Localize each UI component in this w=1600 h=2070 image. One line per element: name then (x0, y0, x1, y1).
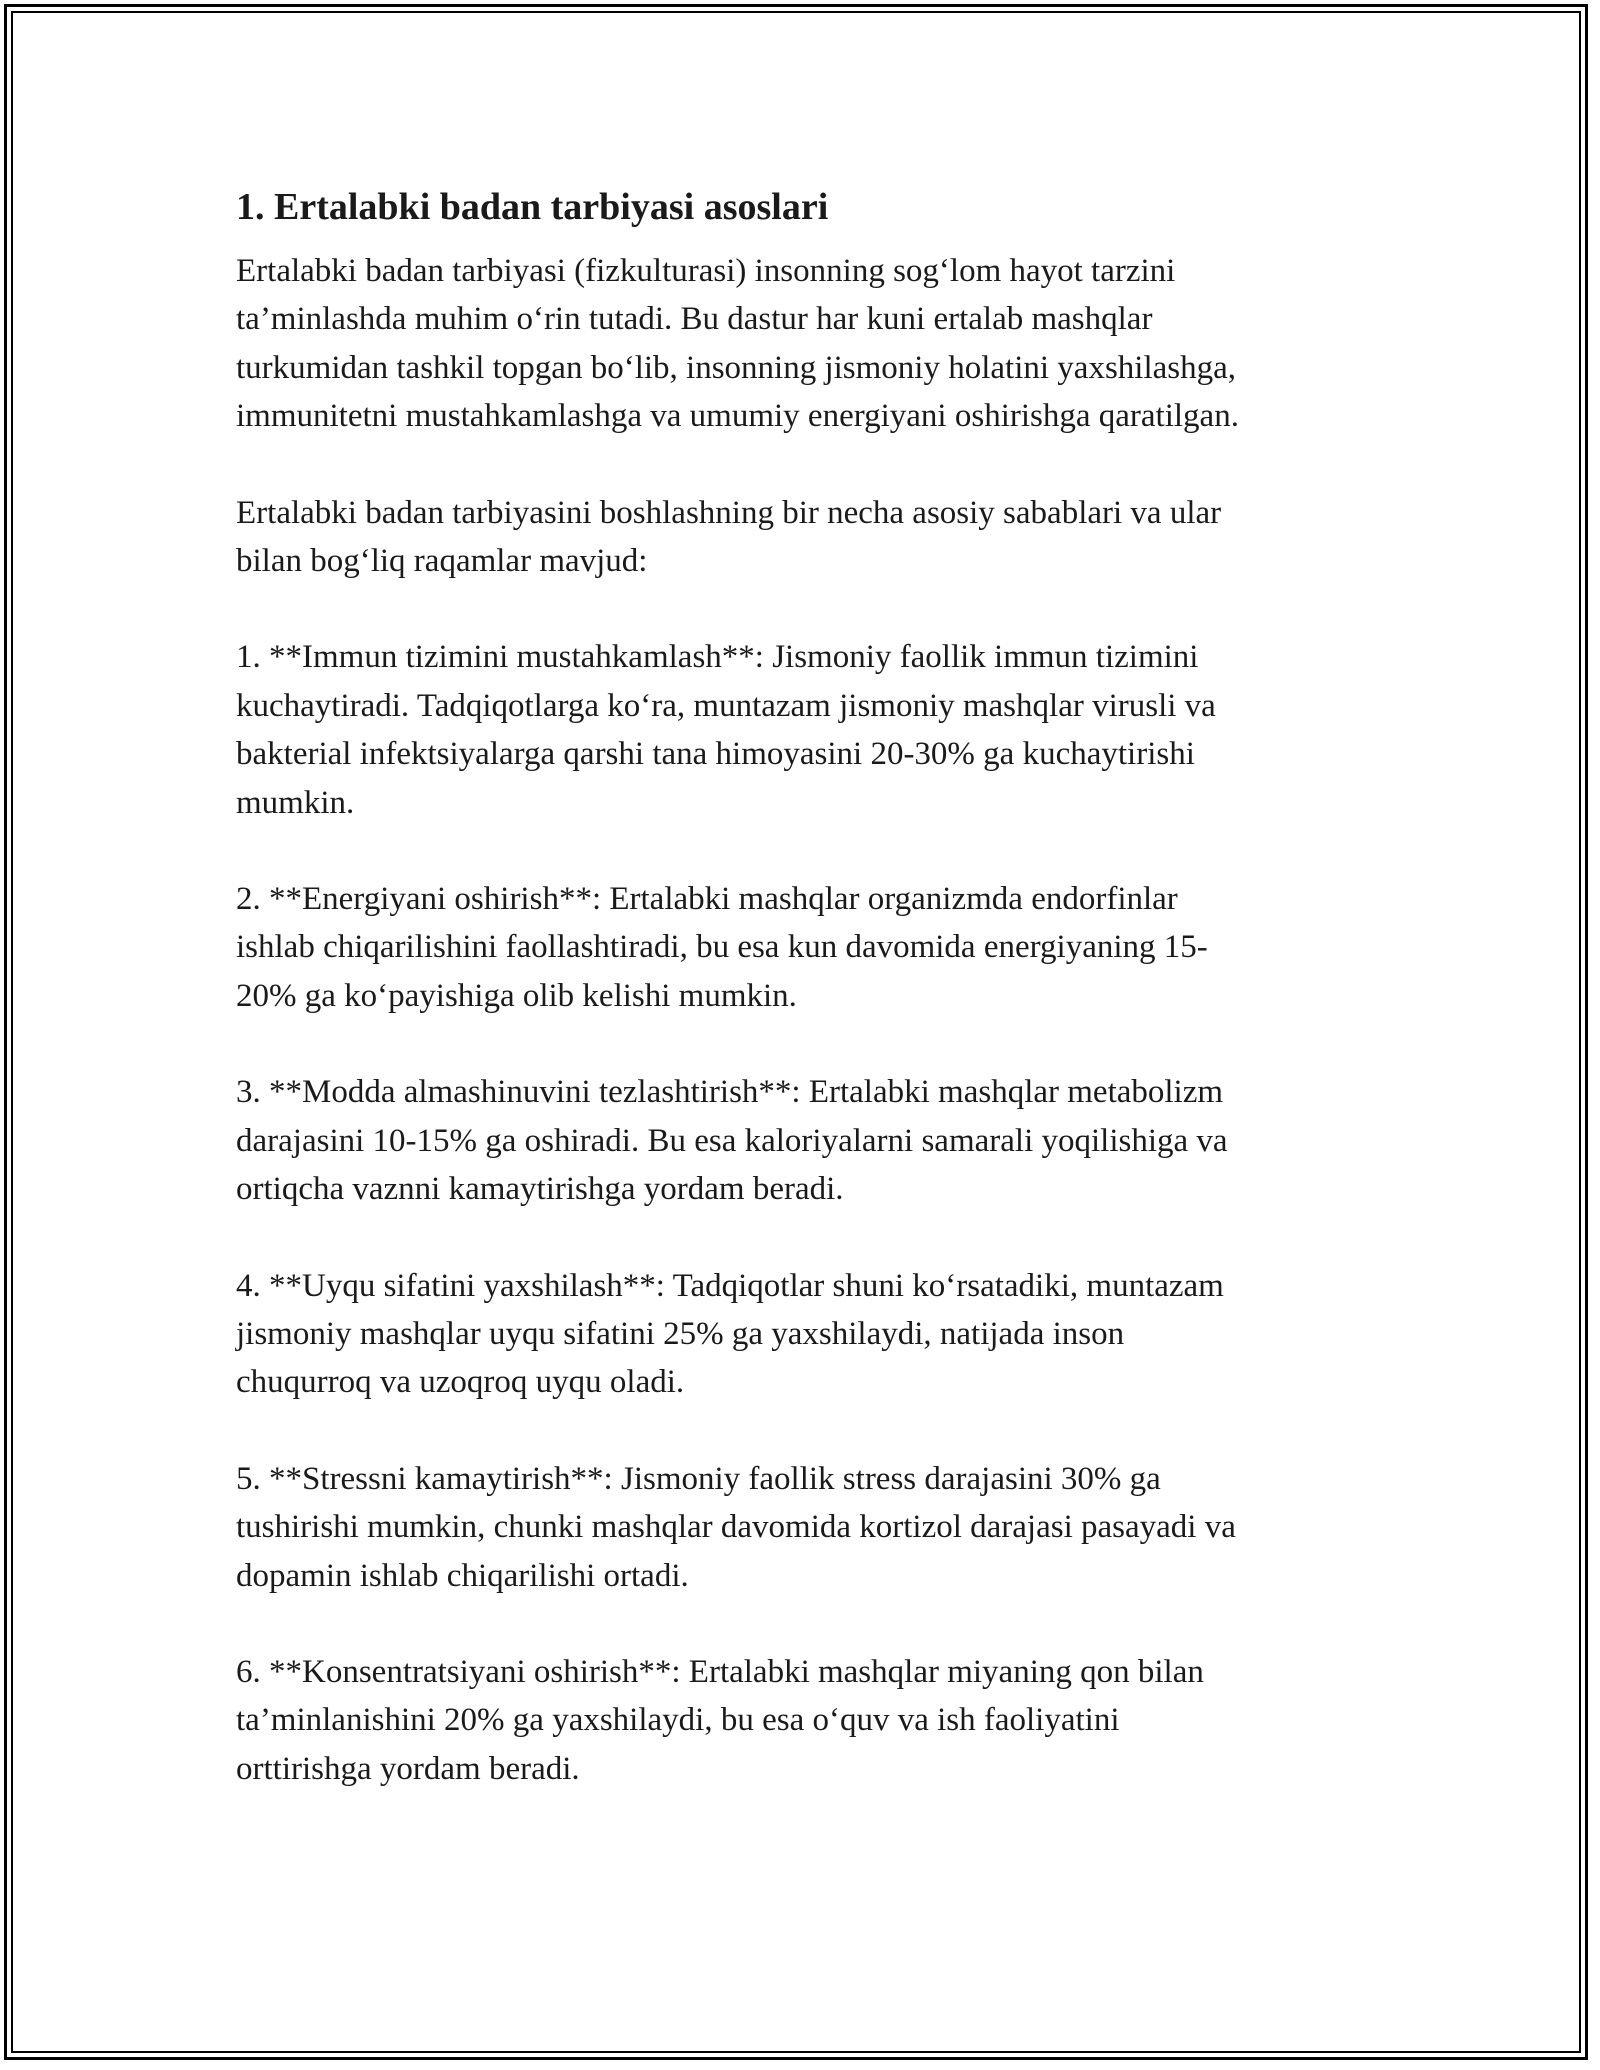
text-line: chuqurroq va uzoqroq uyqu oladi. (236, 1364, 685, 1401)
text-line: 20% ga ko‘payishiga olib kelishi mumkin. (236, 977, 797, 1014)
text-line: ortiqcha vaznni kamaytirishga yordam beradi. (236, 1171, 844, 1208)
text-line: dopamin ishlab chiqarilishi ortadi. (236, 1557, 689, 1594)
text-line: Ertalabki badan tarbiyasini boshlashning bir necha asosiy sabablari va ular (236, 494, 1222, 531)
reason-item-sleep (236, 1262, 1366, 1407)
text-line: 4. **Uyqu sifatini yaxshilash**: Tadqiqotlar shuni ko‘rsatadiki, muntazam (236, 1267, 1224, 1304)
intro-paragraph (236, 247, 1366, 441)
text-line: kuchaytiradi. Tadqiqotlarga ko‘ra, muntazam jismoniy mashqlar virusli va (236, 687, 1216, 724)
text-line: immunitetni mustahkamlashga va umumiy energiyani oshirishga qaratilgan. (236, 398, 1239, 435)
reason-item-immune (236, 633, 1366, 827)
text-line: 1. **Immun tizimini mustahkamlash**: Jismoniy faollik immun tizimini (236, 639, 1199, 676)
text-line: 6. **Konsentratsiyani oshirish**: Ertalabki mashqlar miyaning qon bilan (236, 1653, 1204, 1690)
document-body (236, 183, 1366, 1841)
text-line: ishlab chiqarilishini faollashtiradi, bu esa kun davomida energiyaning 15- (236, 929, 1208, 966)
section-heading: 1. Ertalabki badan tarbiyasi asoslari (236, 186, 829, 228)
text-line: orttirishga yordam beradi. (236, 1750, 580, 1787)
text-line: 5. **Stressni kamaytirish**: Jismoniy faollik stress darajasini 30% ga (236, 1460, 1161, 1497)
text-line: bilan bog‘liq raqamlar mavjud: (236, 543, 648, 580)
reason-item-stress (236, 1455, 1366, 1600)
text-line: turkumidan tashkil topgan bo‘lib, insonning jismoniy holatini yaxshilashga, (236, 349, 1237, 386)
text-line: ta’minlashda muhim o‘rin tutadi. Bu dastur har kuni ertalab mashqlar (236, 301, 1153, 338)
reason-item-concentration (236, 1648, 1366, 1793)
text-line: jismoniy mashqlar uyqu sifatini 25% ga yaxshilaydi, natijada inson (236, 1315, 1125, 1352)
reason-item-energy (236, 875, 1366, 1020)
reason-item-metabolism (236, 1068, 1366, 1213)
text-line: darajasini 10-15% ga oshiradi. Bu esa kaloriyalarni samarali yoqilishiga va (236, 1122, 1228, 1159)
text-line: bakterial infektsiyalarga qarshi tana himoyasini 20-30% ga kuchaytirishi (236, 736, 1195, 773)
text-line: 3. **Modda almashinuvini tezlashtirish**: Ertalabki mashqlar metabolizm (236, 1074, 1224, 1111)
text-line: mumkin. (236, 784, 355, 821)
text-line: tushirishi mumkin, chunki mashqlar davomida kortizol darajasi pasayadi va (236, 1509, 1236, 1546)
text-line: 2. **Energiyani oshirish**: Ertalabki mashqlar organizmda endorfinlar (236, 881, 1178, 918)
text-line: Ertalabki badan tarbiyasi (fizkulturasi) insonning sog‘lom hayot tarzini (236, 253, 1176, 289)
text-line: ta’minlanishini 20% ga yaxshilaydi, bu esa o‘quv va ish faoliyatini (236, 1702, 1120, 1739)
reasons-intro-paragraph (236, 489, 1366, 586)
